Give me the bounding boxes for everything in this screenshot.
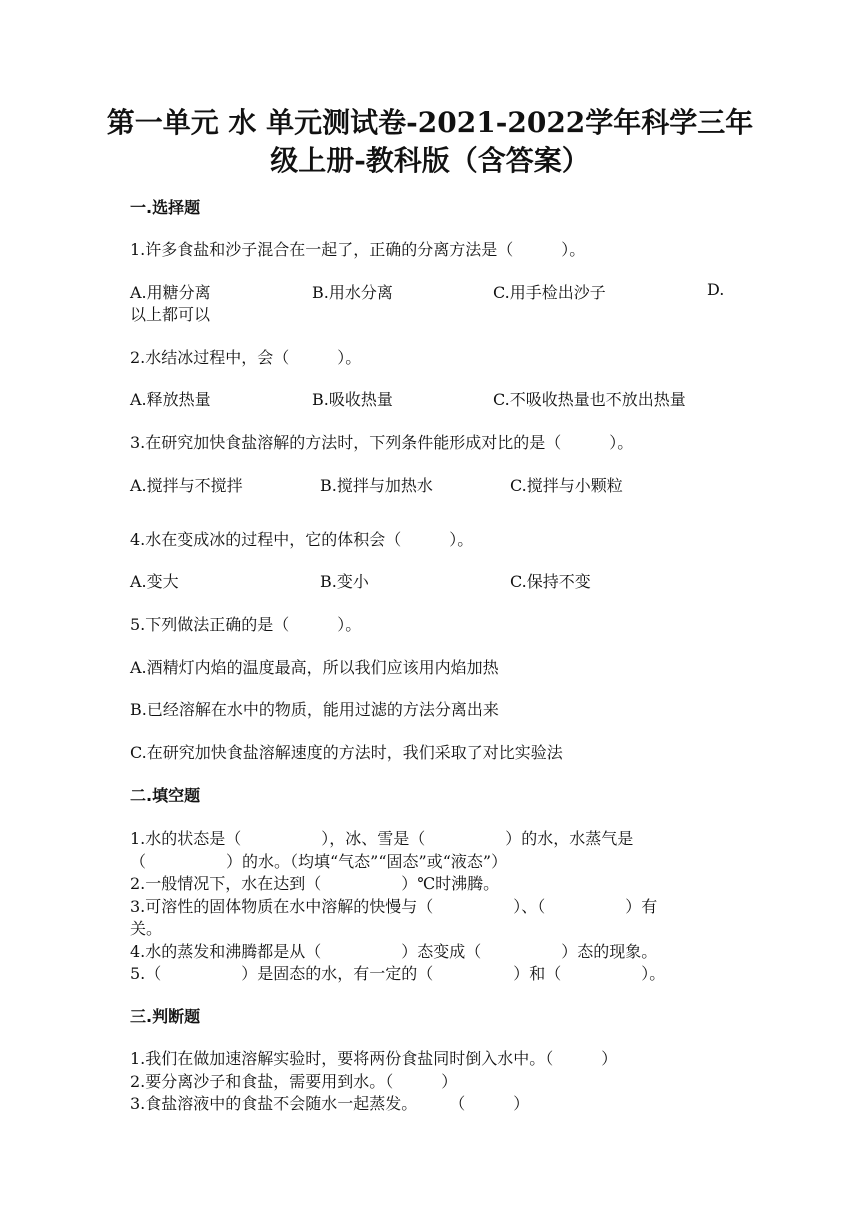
- q1-option-d-text: 以上都可以: [130, 305, 211, 324]
- q4-stem: 4.水在变成冰的过程中，它的体积会（ ）。: [130, 530, 474, 549]
- q1-option-b: B.用水分离: [312, 283, 393, 302]
- q3-option-c: C.搅拌与小颗粒: [510, 476, 623, 495]
- section-choice-heading: 一.选择题: [130, 198, 201, 217]
- q2-stem: 2.水结冰过程中，会（ ）。: [130, 348, 362, 367]
- q1-option-c: C.用手检出沙子: [493, 283, 606, 302]
- fill-line-3: 2.一般情况下，水在达到（ ）℃时沸腾。: [130, 874, 500, 893]
- fill-line-2: （ ）的水。（均填“气态”“固态”或“液态”）: [130, 852, 508, 871]
- q4-option-b: B.变小: [320, 572, 369, 591]
- fill-line-7: 5.（ ）是固态的水，有一定的（ ）和（ ）。: [130, 964, 666, 983]
- q3-option-a: A.搅拌与不搅拌: [130, 476, 243, 495]
- exam-title: [0, 104, 860, 180]
- q1-option-d-label: D.: [707, 280, 725, 299]
- q5-option-b: B.已经溶解在水中的物质，能用过滤的方法分离出来: [130, 700, 499, 719]
- fill-line-6: 4.水的蒸发和沸腾都是从（ ）态变成（ ）态的现象。: [130, 942, 658, 961]
- q5-option-c: C.在研究加快食盐溶解速度的方法时，我们采取了对比实验法: [130, 743, 563, 762]
- section-judge-heading: 三.判断题: [130, 1007, 201, 1026]
- q3-option-b: B.搅拌与加热水: [320, 476, 433, 495]
- q2-option-b: B.吸收热量: [312, 390, 393, 409]
- q2-option-c: C.不吸收热量也不放出热量: [493, 390, 686, 409]
- q1-stem: 1.许多食盐和沙子混合在一起了，正确的分离方法是（ ）。: [130, 240, 586, 259]
- q3-stem: 3.在研究加快食盐溶解的方法时，下列条件能形成对比的是（ ）。: [130, 433, 634, 452]
- fill-line-5: 关。: [130, 919, 163, 938]
- judge-line-3: 3.食盐溶液中的食盐不会随水一起蒸发。 （ ）: [130, 1094, 530, 1113]
- q5-stem: 5.下列做法正确的是（ ）。: [130, 615, 362, 634]
- fill-line-1: 1.水的状态是（ ），冰、雪是（ ）的水，水蒸气是: [130, 829, 634, 848]
- q2-option-a: A.释放热量: [130, 390, 211, 409]
- fill-line-4: 3.可溶性的固体物质在水中溶解的快慢与（ ）、（ ）有: [130, 897, 658, 916]
- section-fill-heading: 二.填空题: [130, 786, 201, 805]
- q4-option-c: C.保持不变: [510, 572, 591, 591]
- title-line-1: 第一单元 水 单元测试卷-2021-2022学年科学三年: [106, 106, 754, 139]
- title-line-2: 级上册-教科版（含答案）: [270, 144, 590, 177]
- judge-line-1: 1.我们在做加速溶解实验时，要将两份食盐同时倒入水中。（ ）: [130, 1049, 618, 1068]
- q1-option-a: A.用糖分离: [130, 283, 211, 302]
- q5-option-a: A.酒精灯内焰的温度最高，所以我们应该用内焰加热: [130, 658, 499, 677]
- judge-line-2: 2.要分离沙子和食盐，需要用到水。（ ）: [130, 1072, 458, 1091]
- q4-option-a: A.变大: [130, 572, 179, 591]
